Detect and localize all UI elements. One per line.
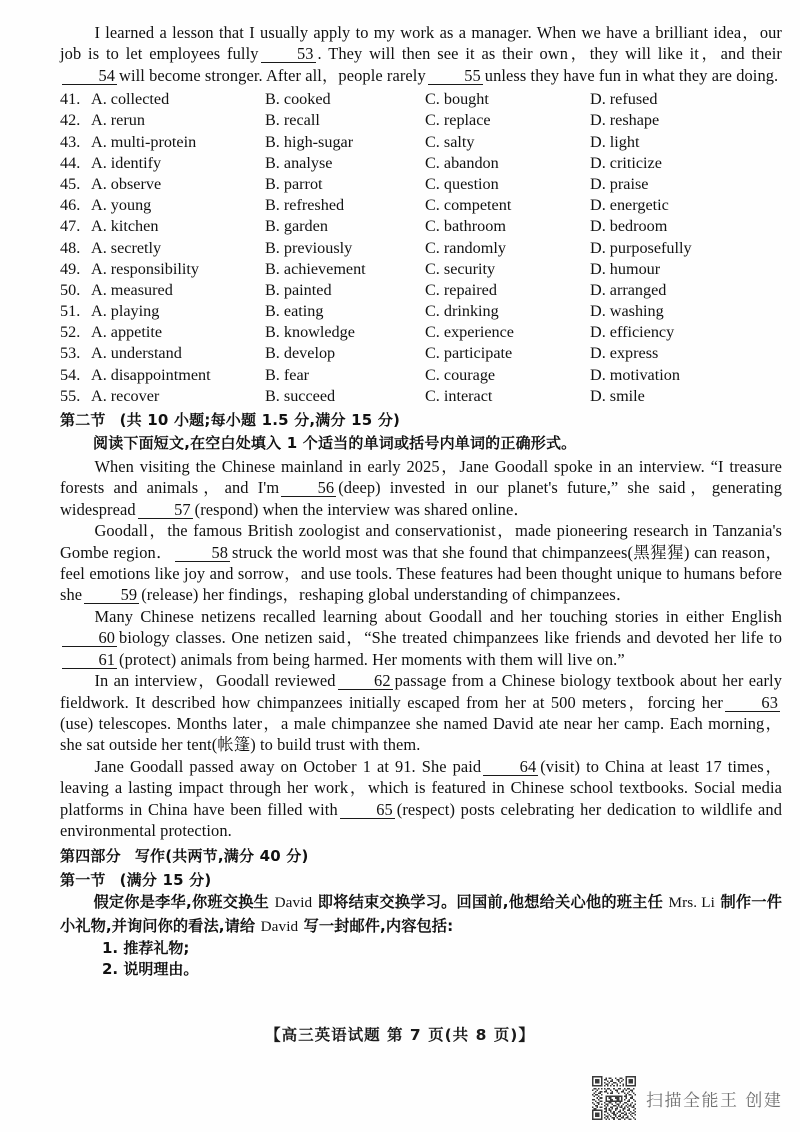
option-choice-c[interactable]: C. repaired bbox=[425, 280, 497, 299]
gp5-c: (respect) posts celebrating her dedication to wildlife and environmental protection. bbox=[60, 799, 782, 840]
cloze-seg2: . They will then see it as their own，they will like bbox=[317, 44, 683, 64]
option-choice-b[interactable]: B. analyse bbox=[265, 153, 333, 172]
option-choice-a[interactable]: A. recover bbox=[91, 386, 160, 405]
option-choice-d[interactable]: D. washing bbox=[590, 302, 664, 321]
gp2-b: struck the world most was that she found that chimpanzees(黑猩猩) can reason，feel emotions like joy and sorrow，and use tools. These features had been thought unique to humans before she bbox=[60, 542, 782, 605]
option-choice-c[interactable]: C. experience bbox=[425, 323, 514, 342]
part-four-header bbox=[60, 845, 782, 867]
gp5-b: (visit) to China at least 17 times，leaving a lasting impact through her work，which is featured in Chinese school textbooks. Social media platforms in China have been filled with bbox=[60, 756, 783, 819]
option-choice-d[interactable]: D. reshape bbox=[590, 111, 660, 130]
writing-prompt-d: 写一封邮件,内容包括: bbox=[303, 916, 454, 935]
option-choice-b[interactable]: B. parrot bbox=[265, 174, 323, 193]
page-footer bbox=[0, 1023, 800, 1045]
option-number: 46. bbox=[60, 196, 81, 215]
part-four-sub-points: (满分 15 分) bbox=[119, 871, 212, 890]
option-choice-a[interactable]: A. measured bbox=[91, 280, 173, 299]
watermark bbox=[592, 1072, 792, 1124]
option-choice-c[interactable]: C. security bbox=[425, 259, 496, 278]
option-number: 41. bbox=[60, 90, 81, 109]
option-number: 54. bbox=[60, 365, 81, 384]
option-number: 48. bbox=[60, 238, 81, 257]
gp1-a: When visiting the Chinese mainland in early 2025，Jane Goodall spoke in an interview. “I treasure forests and animals，and I'm bbox=[60, 457, 782, 498]
section-two-points: (共 10 小题;每小题 1.5 分,满分 15 分) bbox=[119, 411, 401, 430]
part-four-sub-header bbox=[60, 869, 782, 891]
option-choice-b[interactable]: B. recall bbox=[265, 111, 320, 130]
blank-61: 61 bbox=[62, 651, 117, 669]
option-row bbox=[60, 110, 782, 131]
writing-prompt-b: 即将结束交换学习。回国前,他想给关心他的班主任 bbox=[317, 893, 663, 912]
option-row bbox=[60, 89, 782, 110]
option-choice-c[interactable]: C. bought bbox=[425, 90, 489, 109]
option-choice-a[interactable]: A. young bbox=[91, 196, 152, 215]
writing-prompt-c: 制作一件小礼物,并询问你的看法,请给 bbox=[60, 893, 783, 935]
option-row bbox=[60, 365, 782, 386]
option-choice-c[interactable]: C. drinking bbox=[425, 302, 499, 321]
part-four-title: 写作(共两节,满分 40 分) bbox=[134, 847, 309, 866]
writing-prompt-name2: Mrs. Li bbox=[668, 894, 715, 912]
option-choice-d[interactable]: D. humour bbox=[590, 259, 661, 278]
option-choice-d[interactable]: D. light bbox=[590, 132, 640, 151]
option-row bbox=[60, 386, 782, 407]
blank-53: 53 bbox=[261, 45, 316, 63]
gp4-c: (use) telescopes. Months later，a male chimpanzee she named David ate near her camp. Each morning，she sat outside her tent(帐篷) to build trust with them. bbox=[60, 713, 782, 755]
section-two-heading: 第二节 bbox=[60, 411, 106, 430]
option-choice-b[interactable]: B. fear bbox=[265, 365, 310, 384]
option-choice-d[interactable]: D. purposefully bbox=[590, 238, 692, 257]
cloze-passage bbox=[60, 22, 782, 86]
page-content bbox=[60, 22, 782, 980]
option-choice-a[interactable]: A. rerun bbox=[91, 111, 145, 130]
part-four-sub-heading: 第一节 bbox=[60, 871, 106, 890]
writing-item: 1. 推荐礼物; bbox=[102, 939, 190, 958]
option-number: 53. bbox=[60, 344, 81, 363]
cloze-seg5: unless they have fun in bbox=[484, 65, 639, 85]
gp5-a: Jane Goodall passed away on October 1 at 91. She paid bbox=[94, 756, 482, 776]
writing-prompt-name1: David bbox=[274, 894, 313, 912]
option-choice-c[interactable]: C. salty bbox=[425, 132, 475, 151]
blank-57: 57 bbox=[138, 501, 193, 519]
option-choice-b[interactable]: B. succeed bbox=[265, 386, 336, 405]
option-choice-d[interactable]: D. arranged bbox=[590, 280, 667, 299]
option-choice-a[interactable]: A. kitchen bbox=[91, 217, 159, 236]
blank-56: 56 bbox=[281, 479, 336, 497]
option-row bbox=[60, 322, 782, 343]
option-choice-a[interactable]: A. disappointment bbox=[91, 365, 211, 384]
option-choice-a[interactable]: A. identify bbox=[91, 153, 162, 172]
option-number: 47. bbox=[60, 217, 81, 236]
option-choice-d[interactable]: D. express bbox=[590, 344, 659, 363]
cloze-seg6: what they are doing. bbox=[642, 65, 779, 85]
cloze-seg4: will become stronger. After all，people rarely bbox=[119, 65, 426, 85]
option-choice-a[interactable]: A. appetite bbox=[91, 323, 163, 342]
option-choice-c[interactable]: C. randomly bbox=[425, 238, 506, 257]
option-number: 55. bbox=[60, 386, 81, 405]
option-choice-c[interactable]: C. replace bbox=[425, 111, 491, 130]
option-choice-d[interactable]: D. motivation bbox=[590, 365, 680, 384]
option-choice-b[interactable]: B. previously bbox=[265, 238, 353, 257]
writing-prompt-name3: David bbox=[260, 917, 299, 935]
grammar-paragraph-5 bbox=[60, 756, 782, 842]
blank-59: 59 bbox=[84, 586, 139, 604]
gp4-b: passage from a Chinese biology textbook about her early fieldwork. It described how chimpanzees initially escaped from her at 500 meters，forcing her bbox=[60, 671, 782, 712]
option-choice-a[interactable]: A. playing bbox=[91, 302, 160, 321]
blank-65: 65 bbox=[340, 801, 395, 819]
option-choice-c[interactable]: C. competent bbox=[425, 196, 512, 215]
gp4-a: In an interview，Goodall reviewed bbox=[94, 671, 336, 691]
part-four-heading: 第四部分 bbox=[60, 847, 121, 866]
grammar-paragraph-4 bbox=[60, 670, 782, 756]
option-row bbox=[60, 280, 782, 301]
option-number: 50. bbox=[60, 280, 81, 299]
option-number: 51. bbox=[60, 302, 81, 321]
cloze-seg1: idea，our job is to let employees fully bbox=[60, 23, 782, 64]
option-choice-a[interactable]: A. collected bbox=[91, 90, 170, 109]
option-number: 45. bbox=[60, 174, 81, 193]
gp3-b: biology classes. One netizen said，“She treated chimpanzees like friends and devoted her life to bbox=[119, 628, 782, 648]
option-choice-c[interactable]: C. courage bbox=[425, 365, 496, 384]
option-choice-d[interactable]: D. refused bbox=[590, 90, 658, 109]
blank-60: 60 bbox=[62, 629, 117, 647]
option-choice-b[interactable]: B. garden bbox=[265, 217, 328, 236]
option-choice-a[interactable]: A. responsibility bbox=[91, 259, 199, 278]
gp2-c: (release) her findings，reshaping global understanding of chimpanzees． bbox=[141, 585, 633, 605]
cloze-seg3: it，and their bbox=[689, 44, 782, 64]
cloze-line1: I learned a lesson that I usually apply to my work as a manager. When we have a brilliant bbox=[94, 23, 709, 42]
writing-prompt-a: 假定你是李华,你班交换生 bbox=[93, 893, 270, 912]
grammar-paragraph-3 bbox=[60, 606, 782, 670]
option-choice-d[interactable]: D. energetic bbox=[590, 196, 669, 215]
blank-58: 58 bbox=[175, 544, 230, 562]
writing-items-list bbox=[60, 938, 782, 980]
blank-63: 63 bbox=[725, 694, 780, 712]
option-choice-d[interactable]: D. praise bbox=[590, 174, 649, 193]
option-choice-a[interactable]: A. multi-protein bbox=[91, 132, 197, 151]
section-two-header bbox=[60, 409, 782, 431]
option-row bbox=[60, 195, 782, 216]
writing-prompt bbox=[60, 891, 782, 938]
footer-page-label: 【高三英语试题 第 7 页(共 8 页)】 bbox=[265, 1026, 535, 1044]
option-row bbox=[60, 153, 782, 174]
qr-code-icon bbox=[592, 1076, 636, 1120]
option-choice-b[interactable]: B. high-sugar bbox=[265, 132, 354, 151]
option-number: 52. bbox=[60, 323, 81, 342]
option-number: 43. bbox=[60, 132, 81, 151]
section-two-instruction: 阅读下面短文,在空白处填入 1 个适当的单词或括号内单词的正确形式。 bbox=[93, 434, 577, 453]
option-choice-c[interactable]: C. bathroom bbox=[425, 217, 506, 236]
option-row bbox=[60, 301, 782, 322]
options-list bbox=[60, 89, 782, 407]
watermark-label: 扫描全能王 创建 bbox=[646, 1090, 783, 1111]
option-choice-b[interactable]: B. develop bbox=[265, 344, 336, 363]
option-number: 42. bbox=[60, 111, 81, 130]
writing-item: 2. 说明理由。 bbox=[102, 960, 199, 979]
option-choice-d[interactable]: D. bedroom bbox=[590, 217, 668, 236]
option-row bbox=[60, 238, 782, 259]
option-choice-d[interactable]: D. efficiency bbox=[590, 323, 675, 342]
option-choice-a[interactable]: A. understand bbox=[91, 344, 182, 363]
option-choice-b[interactable]: B. knowledge bbox=[265, 323, 355, 342]
option-choice-d[interactable]: D. smile bbox=[590, 386, 645, 405]
blank-64: 64 bbox=[483, 758, 538, 776]
grammar-paragraph-1 bbox=[60, 456, 782, 520]
gp3-a: Many Chinese netizens recalled learning about Goodall and her touching stories in either English bbox=[94, 606, 782, 626]
option-choice-c[interactable]: C. participate bbox=[425, 344, 513, 363]
blank-54: 54 bbox=[62, 67, 117, 85]
gp1-b: (deep) invested in our planet's future,” she said，generating widespread bbox=[60, 478, 782, 519]
option-row bbox=[60, 259, 782, 280]
option-row bbox=[60, 174, 782, 195]
option-choice-c[interactable]: C. question bbox=[425, 174, 499, 193]
blank-55: 55 bbox=[428, 67, 483, 85]
option-number: 44. bbox=[60, 153, 81, 172]
blank-62: 62 bbox=[338, 672, 393, 690]
option-choice-b[interactable]: B. painted bbox=[265, 280, 332, 299]
option-choice-c[interactable]: C. abandon bbox=[425, 153, 499, 172]
option-choice-d[interactable]: D. criticize bbox=[590, 153, 662, 172]
option-row bbox=[60, 343, 782, 364]
gp3-c: (protect) animals from being harmed. Her moments with them will live on.” bbox=[119, 649, 625, 669]
option-choice-b[interactable]: B. cooked bbox=[265, 90, 331, 109]
option-choice-c[interactable]: C. interact bbox=[425, 386, 493, 405]
option-number: 49. bbox=[60, 259, 81, 278]
option-choice-b[interactable]: B. achievement bbox=[265, 259, 366, 278]
gp2-a: Goodall，the famous British zoologist and conservationist，made pioneering research in Tanzania's Gombe region． bbox=[60, 521, 782, 562]
option-row bbox=[60, 216, 782, 237]
option-choice-b[interactable]: B. eating bbox=[265, 302, 324, 321]
option-choice-a[interactable]: A. secretly bbox=[91, 238, 162, 257]
gp1-c: (respond) when the interview was shared online． bbox=[194, 499, 530, 519]
option-row bbox=[60, 132, 782, 153]
option-choice-b[interactable]: B. refreshed bbox=[265, 196, 345, 215]
option-choice-a[interactable]: A. observe bbox=[91, 174, 162, 193]
grammar-paragraph-2 bbox=[60, 520, 782, 606]
